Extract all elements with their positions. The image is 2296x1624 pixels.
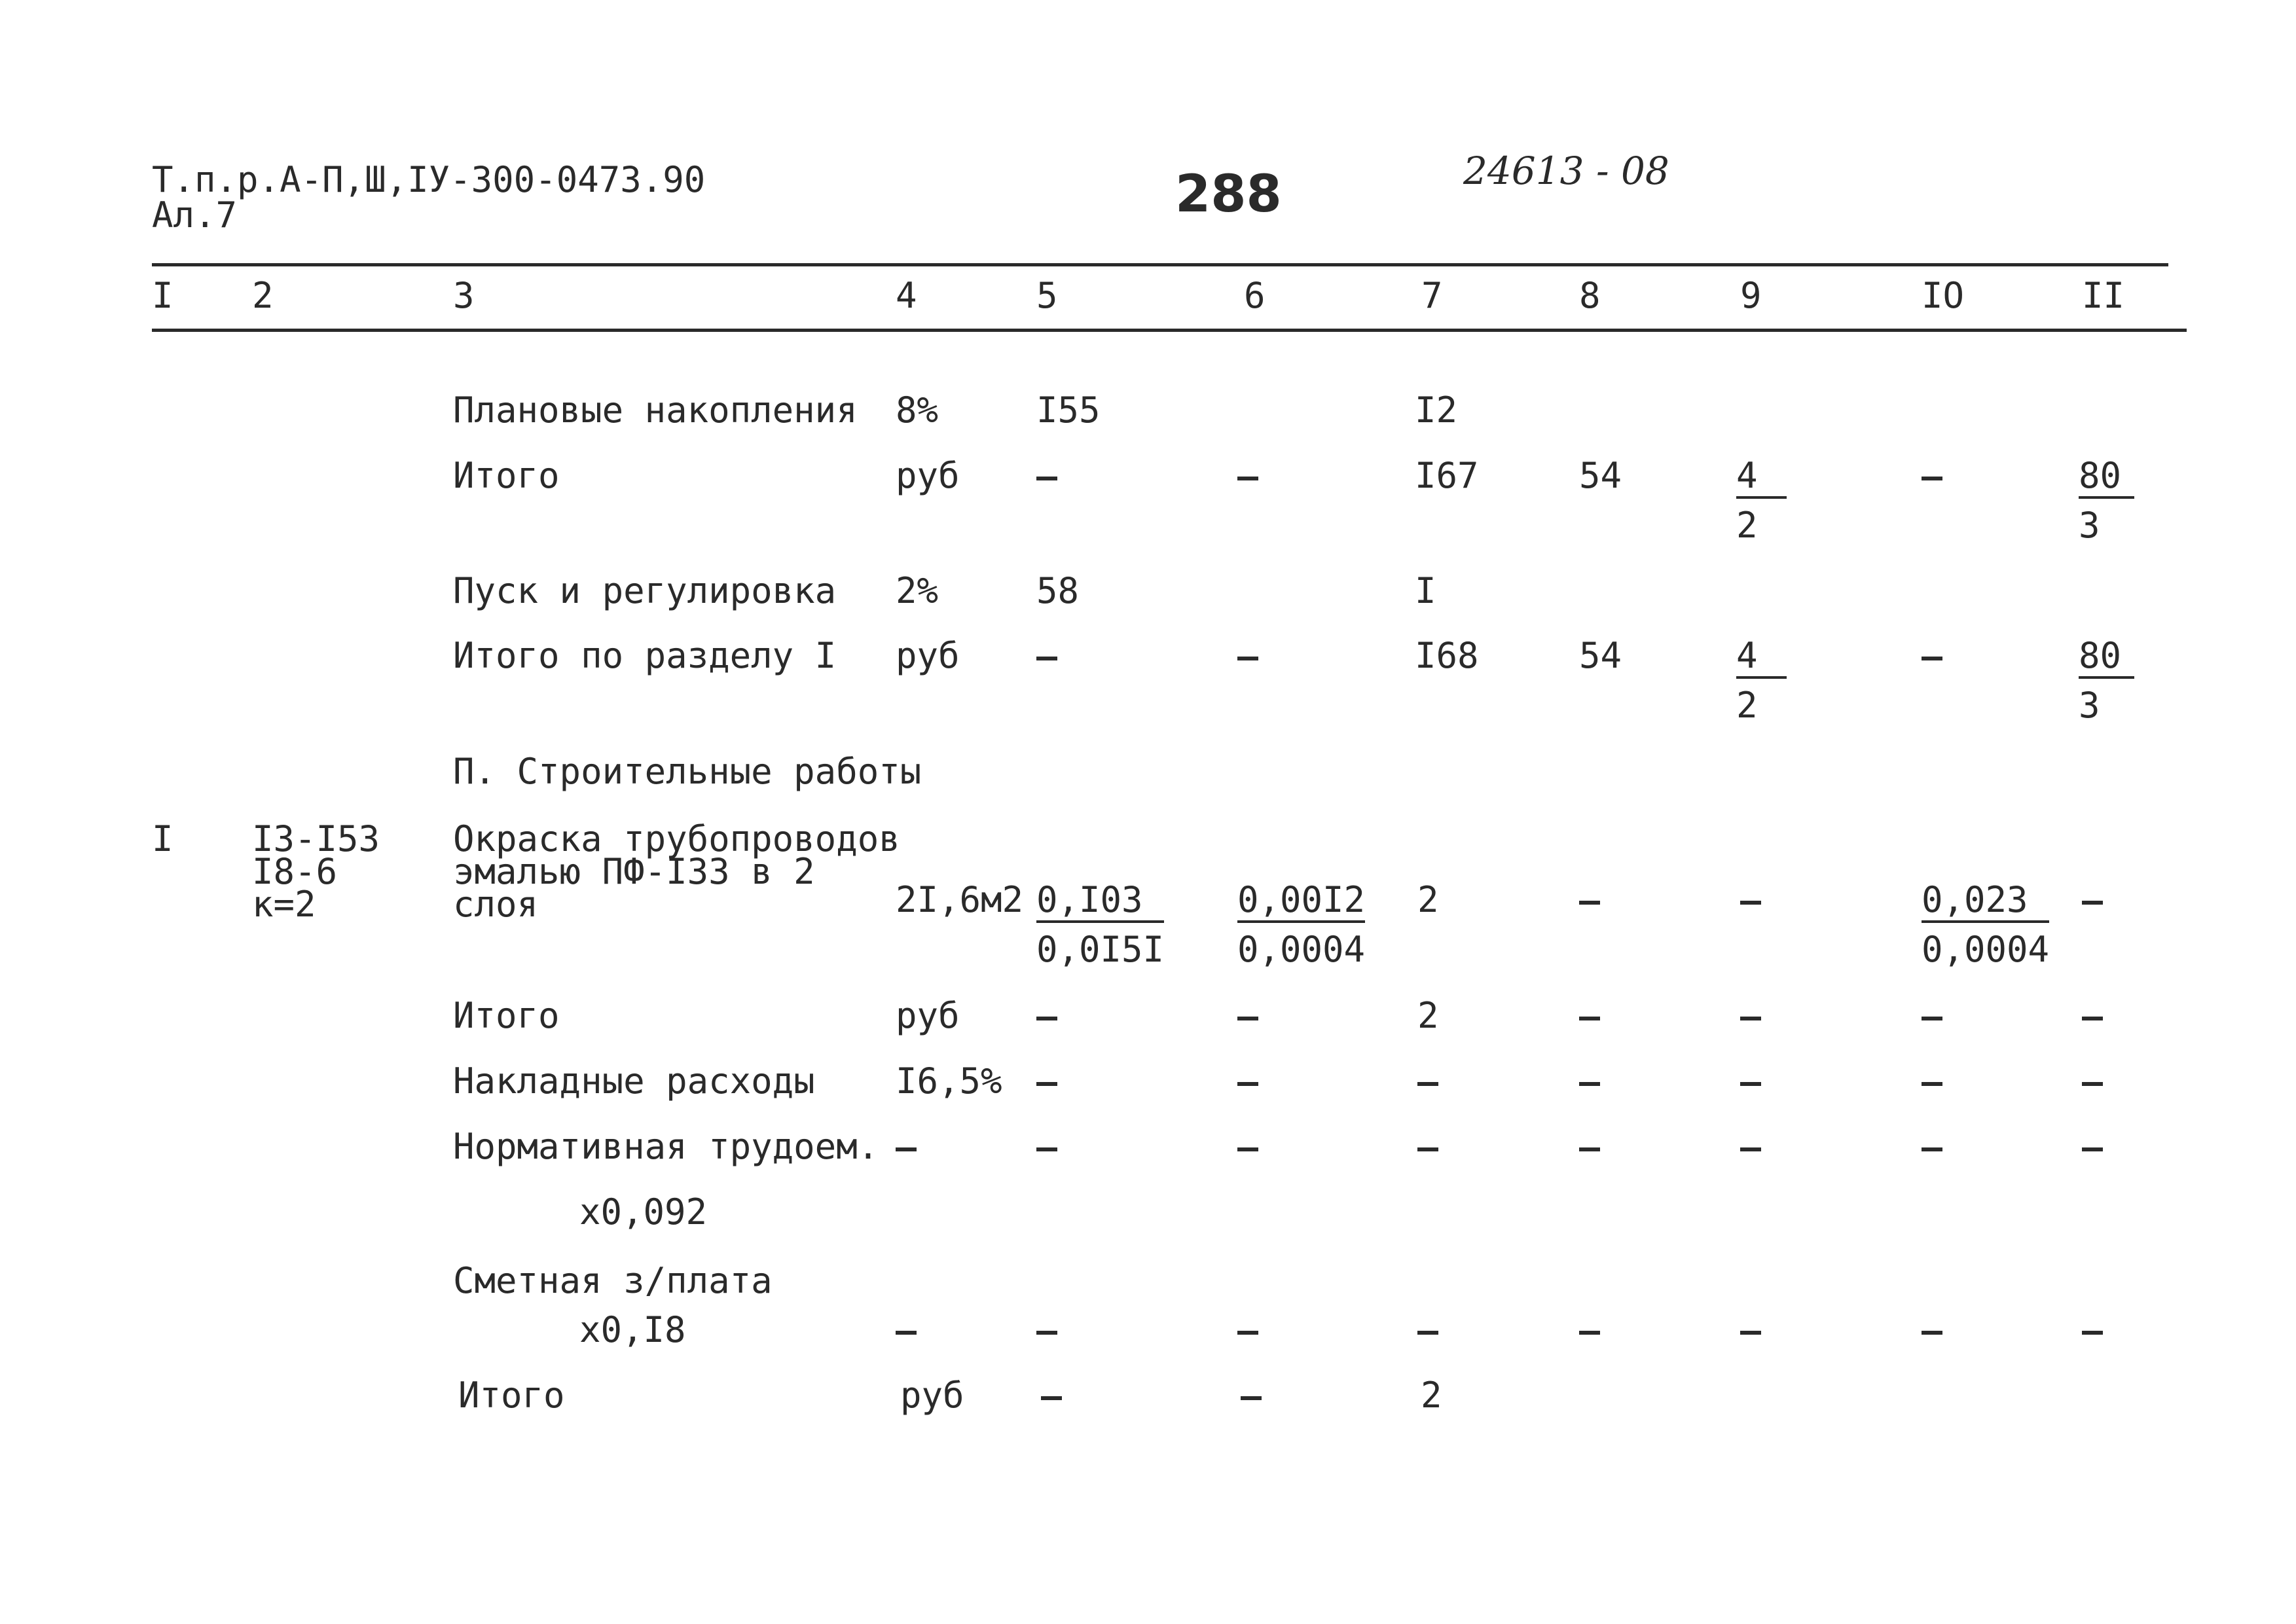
- dash-mark: [1922, 477, 1942, 480]
- dash-mark: [1237, 1331, 1258, 1335]
- cell-col5: I55: [1036, 389, 1101, 431]
- cell-col1: I: [152, 818, 173, 859]
- fraction-col10: [1922, 879, 2050, 970]
- col-header-3: 3: [453, 275, 475, 316]
- dash-mark: [1041, 1396, 1062, 1400]
- dash-mark: [1922, 1017, 1942, 1020]
- denominator: 0,0004: [1922, 929, 2050, 970]
- row-label: Итого: [458, 1375, 565, 1416]
- dash-mark: [1237, 657, 1258, 660]
- fraction-col9: [1736, 455, 1787, 546]
- top-rule: [152, 263, 2168, 266]
- rate-code-line3: к=2: [252, 884, 316, 925]
- dash-mark: [1417, 1147, 1438, 1151]
- fraction-col6: [1237, 879, 1366, 970]
- dash-mark: [1237, 477, 1258, 480]
- cell-col7: I68: [1415, 635, 1479, 676]
- labor-factor: х0,092: [579, 1191, 708, 1233]
- dash-mark: [1417, 1082, 1438, 1086]
- row-label-line3: слоя: [453, 884, 539, 925]
- dash-mark: [1579, 1147, 1600, 1151]
- dash-mark: [1740, 1147, 1761, 1151]
- dash-mark: [896, 1331, 917, 1335]
- row-label: Нормативная трудоем.: [453, 1126, 879, 1167]
- dash-mark: [1237, 1147, 1258, 1151]
- page-number: 288: [1175, 165, 1282, 224]
- col-header-1: I: [152, 275, 173, 316]
- dash-mark: [1036, 1082, 1057, 1086]
- cell-unit: 2%: [896, 570, 939, 611]
- cell-col5: 58: [1036, 570, 1080, 611]
- cell-unit: руб: [896, 995, 960, 1036]
- dash-mark: [1922, 1082, 1942, 1086]
- col-header-11: II: [2082, 275, 2125, 316]
- row-label-line2: эмалью ПФ-I33 в 2: [453, 851, 815, 892]
- dash-mark: [1579, 901, 1600, 905]
- denominator: 2: [1736, 685, 1758, 726]
- section-title: П. Строительные работы: [453, 751, 922, 792]
- dash-mark: [1237, 1082, 1258, 1086]
- dash-mark: [1740, 901, 1761, 905]
- wage-factor: х0,I8: [579, 1309, 686, 1350]
- row-label-line1: Окраска трубопроводов: [453, 818, 900, 859]
- cell-col8: 54: [1579, 635, 1622, 676]
- dash-mark: [1579, 1017, 1600, 1020]
- denominator: 3: [2079, 505, 2100, 546]
- dash-mark: [1237, 1017, 1258, 1020]
- row-label: Сметная з/плата: [453, 1260, 773, 1301]
- dash-mark: [1241, 1396, 1262, 1400]
- numerator: 4: [1736, 638, 1787, 679]
- handwritten-reference: 24613 - 08: [1463, 149, 1669, 193]
- row-label: Итого: [453, 455, 560, 496]
- denominator: 3: [2079, 685, 2100, 726]
- dash-mark: [2082, 1082, 2103, 1086]
- dash-mark: [1579, 1082, 1600, 1086]
- denominator: 0,0004: [1237, 929, 1366, 970]
- col-header-8: 8: [1579, 275, 1601, 316]
- fraction-col11: [2079, 635, 2134, 726]
- numerator: 80: [2079, 638, 2134, 679]
- numerator: 0,I03: [1036, 882, 1164, 923]
- dash-mark: [1740, 1017, 1761, 1020]
- numerator: 80: [2079, 458, 2134, 499]
- cell-unit: I6,5%: [896, 1060, 1002, 1102]
- dash-mark: [1922, 1331, 1942, 1335]
- denominator: 0,0I5I: [1036, 929, 1165, 970]
- row-label: Накладные расходы: [453, 1060, 815, 1102]
- cell-col8: 54: [1579, 455, 1622, 496]
- dash-mark: [1036, 1331, 1057, 1335]
- col-header-7: 7: [1421, 275, 1443, 316]
- col-header-6: 6: [1244, 275, 1266, 316]
- cell-unit: руб: [896, 635, 960, 676]
- col-header-2: 2: [252, 275, 274, 316]
- dash-mark: [1579, 1331, 1600, 1335]
- cell-col7: 2: [1421, 1375, 1442, 1416]
- col-header-9: 9: [1740, 275, 1762, 316]
- numerator: 4: [1736, 458, 1787, 499]
- dash-mark: [1417, 1331, 1438, 1335]
- dash-mark: [1036, 1017, 1057, 1020]
- cell-col7: I2: [1415, 389, 1458, 431]
- cell-col7: 2: [1417, 879, 1439, 920]
- cell-unit: руб: [900, 1375, 964, 1416]
- header-bottom-rule: [152, 329, 2187, 332]
- cell-quantity: 2I,6м2: [896, 879, 1024, 920]
- cell-unit: руб: [896, 455, 960, 496]
- dash-mark: [1036, 1147, 1057, 1151]
- rate-code-line2: I8-6: [252, 851, 338, 892]
- fraction-col9: [1736, 635, 1787, 726]
- cell-col7: I67: [1415, 455, 1479, 496]
- col-header-4: 4: [896, 275, 917, 316]
- dash-mark: [1036, 477, 1057, 480]
- appendix-label: Ал.7: [152, 194, 238, 236]
- dash-mark: [2082, 1017, 2103, 1020]
- dash-mark: [896, 1147, 917, 1151]
- dash-mark: [1036, 657, 1057, 660]
- dash-mark: [1922, 657, 1942, 660]
- fraction-col5: [1036, 879, 1165, 970]
- col-header-10: IO: [1922, 275, 1965, 316]
- dash-mark: [1740, 1082, 1761, 1086]
- dash-mark: [2082, 1331, 2103, 1335]
- row-label: Итого: [453, 995, 560, 1036]
- denominator: 2: [1736, 505, 1758, 546]
- dash-mark: [2082, 901, 2103, 905]
- numerator: 0,00I2: [1237, 882, 1365, 923]
- dash-mark: [1922, 1147, 1942, 1151]
- dash-mark: [1740, 1331, 1761, 1335]
- rate-code-line1: I3-I53: [252, 818, 380, 859]
- cell-col7: 2: [1417, 995, 1439, 1036]
- fraction-col11: [2079, 455, 2134, 546]
- numerator: 0,023: [1922, 882, 2049, 923]
- document-code: Т.п.р.А-П,Ш,IУ-300-0473.90: [152, 159, 706, 200]
- cell-col7: I: [1415, 570, 1436, 611]
- col-header-5: 5: [1036, 275, 1058, 316]
- row-label: Плановые накопления: [453, 389, 858, 431]
- row-label: Итого по разделу I: [453, 635, 837, 676]
- cell-unit: 8%: [896, 389, 939, 431]
- row-label: Пуск и регулировка: [453, 570, 837, 611]
- dash-mark: [2082, 1147, 2103, 1151]
